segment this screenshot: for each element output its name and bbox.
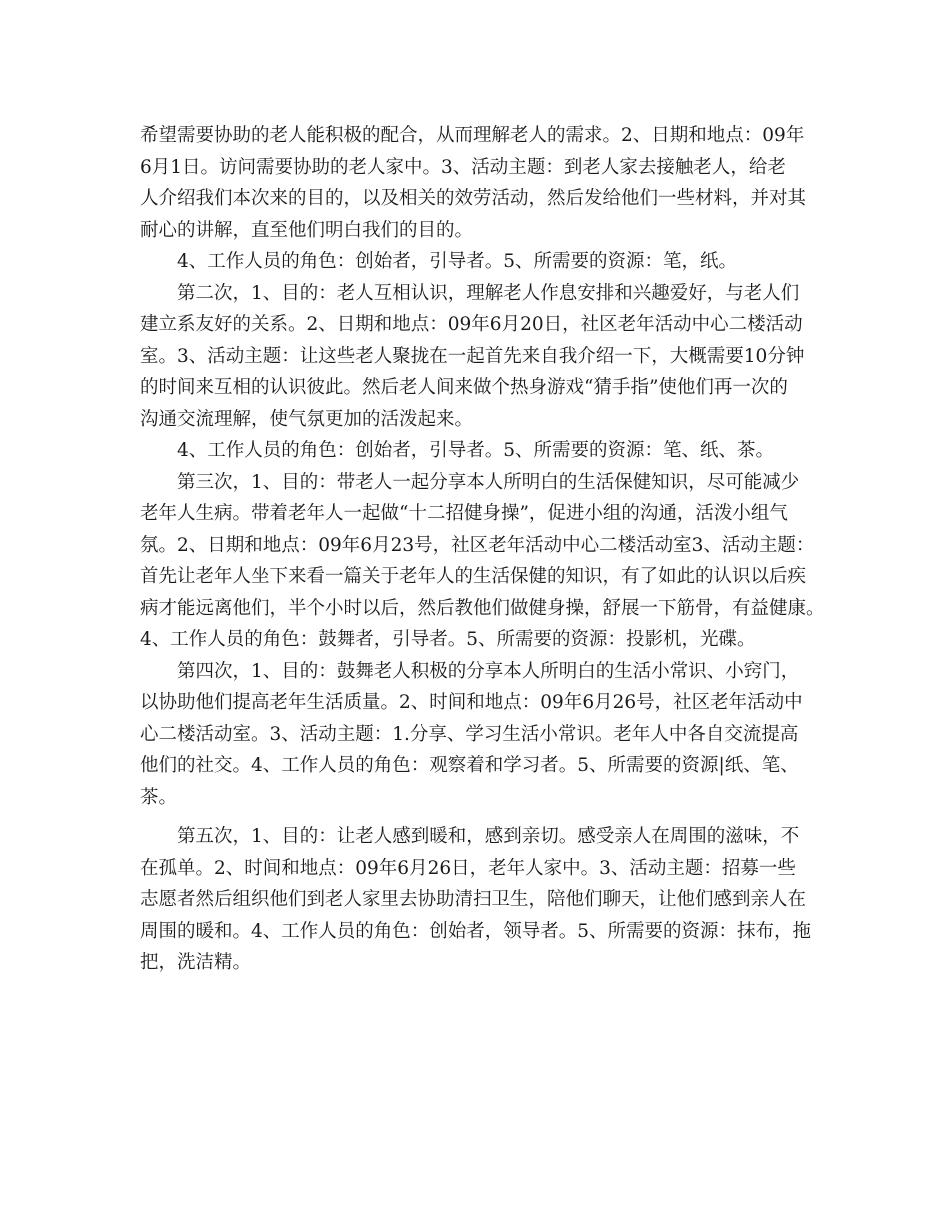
text-line-8: 室。3、活动主题：让这些老人聚拢在一起首先来自我介绍一下，大概需要10分钟 xyxy=(140,345,805,367)
body-text xyxy=(140,120,830,979)
text-line-5: 4、工作人员的角色：创始者，引导者。5、所需要的资源：笔，纸。 xyxy=(177,251,738,272)
text-line-23: 第五次，1、目的：让老人感到暖和，感到亲切。感受亲人在周围的滋味，不 xyxy=(177,826,800,847)
text-line-22: 茶。 xyxy=(140,786,178,808)
text-line-9: 的时间来互相的认识彼此。然后老人间来做个热身游戏“猜手指”使他们再一次的 xyxy=(140,377,788,398)
text-line-15: 首先让老年人坐下来看一篇关于老年人的生活保健的知识，有了如此的认识以后疾 xyxy=(140,566,807,587)
text-line-1: 希望需要协助的老人能积极的配合，从而理解老人的需求。2、日期和地点：09年 xyxy=(140,125,805,146)
text-line-14: 氛。2、日期和地点：09年6月23号，社区老年活动中心二楼活动室3、活动主题： xyxy=(140,534,815,556)
text-line-10: 沟通交流理解，使气氛更加的活泼起来。 xyxy=(140,408,474,430)
text-line-2: 6月1日。访问需要协助的老人家中。3、活动主题：到老人家去接触老人，给老 xyxy=(140,156,786,178)
text-line-17: 4、工作人员的角色：鼓舞者，引导者。5、所需要的资源：投影机，光碟。 xyxy=(140,629,756,650)
text-line-13: 老年人生病。带着老年人一起做“十二招健身操”，促进小组的沟通，活泼小组气 xyxy=(140,503,788,524)
text-line-16: 病才能远离他们，半个小时以后，然后教他们做健身操，舒展一下筋骨，有益健康。 xyxy=(140,597,825,619)
text-line-11: 4、工作人员的角色：创始者，引导者。5、所需要的资源：笔、纸、茶。 xyxy=(177,440,775,461)
text-line-21: 他们的社交。4、工作人员的角色：观察着和学习者。5、所需要的资源|纸、笔、 xyxy=(140,755,799,776)
text-line-3: 人介绍我们本次来的目的，以及相关的效劳活动，然后发给他们一些材料，并对其 xyxy=(140,188,807,209)
text-line-7: 建立系友好的关系。2、日期和地点：09年6月20日，社区老年活动中心二楼活动 xyxy=(140,314,803,335)
text-line-18: 第四次，1、目的：鼓舞老人积极的分享本人所明白的生活小常识、小窍门， xyxy=(177,660,800,682)
text-line-12: 第三次，1、目的：带老人一起分享本人所明白的生活保健知识，尽可能减少 xyxy=(177,471,800,493)
text-line-25: 志愿者然后组织他们到老人家里去协助清扫卫生，陪他们聊天，让他们感到亲人在 xyxy=(140,889,807,910)
text-line-24: 在孤单。2、时间和地点：09年6月26日，老年人家中。3、活动主题：招募一些 xyxy=(140,857,796,879)
text-line-26: 周围的暖和。4、工作人员的角色：创始者，领导者。5、所需要的资源：抹布，拖 xyxy=(140,920,812,942)
text-line-4: 耐心的讲解，直至他们明白我们的目的。 xyxy=(140,219,474,241)
text-line-6: 第二次，1、目的：老人互相认识，理解老人作息安排和兴趣爱好，与老人们 xyxy=(177,282,800,304)
text-line-27: 把，洗洁精。 xyxy=(140,952,252,973)
text-line-19: 以协助他们提高老年生活质量。2、时间和地点：09年6月26号，社区老年活动中 xyxy=(140,692,803,713)
text-line-20: 心二楼活动室。3、活动主题：1.分享、学习生活小常识。老年人中各自交流提高 xyxy=(140,723,799,745)
